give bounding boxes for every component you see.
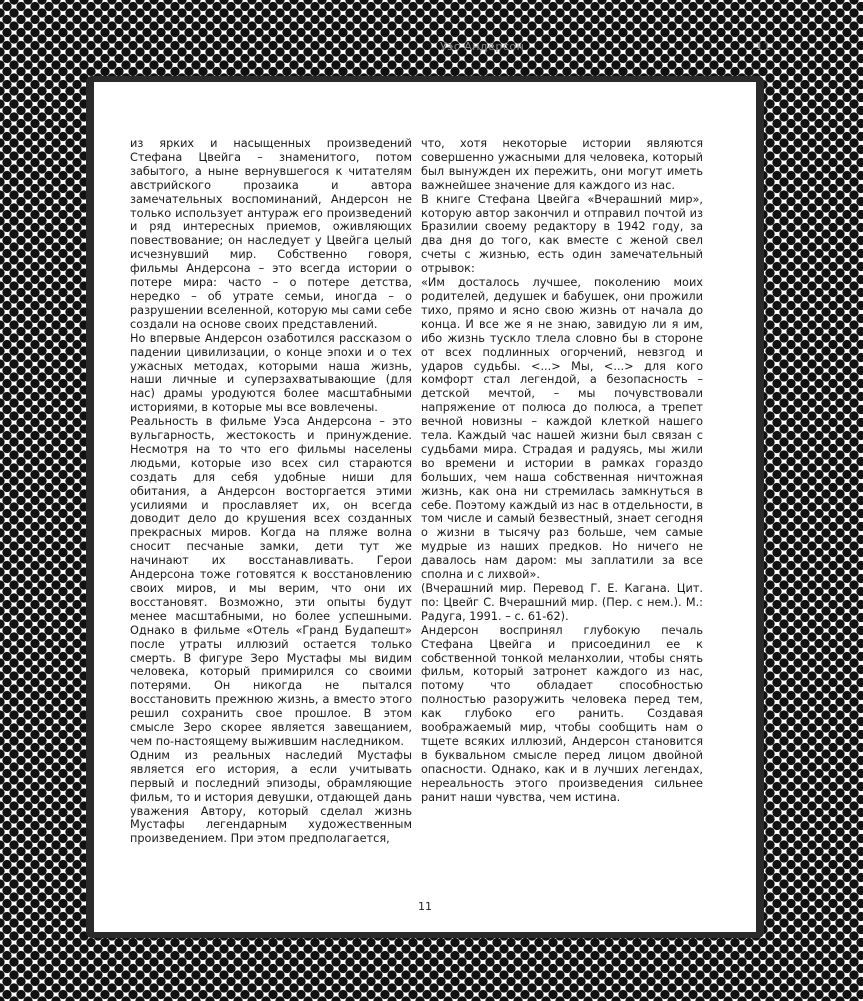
- paragraph: Реальность в фильме Уэса Андерсона – это вульгарность, жестокость и принуждение. Несмотря на то что его фильмы населены людьми, которые изо всех сил стараются создать для себя удобные ниши для обитания, а Андерсон восторгается этими усилиями и прославляет их, он всегда доводит дело до крушения всех созданных прекрасных миров. Когда на пляже волна сносит песчаные замки, дети тут же начинают их восстанавливать. Герои Андерсона тоже готовятся к восстановлению своих миров, и мы верим, что они их восстановят. Возможно, эти опыты будут менее масштабными, но более успешными. Однако в фильме «Отель «Гранд Будапешт» после утраты иллюзий остается только смерть. В фигуре Зеро Мустафы мы видим человека, который примирился со своими потерями. Он никогда не пытался восстановить прежнюю жизнь, а вместо этого решил сохранить свое прошлое. В этом смысле Зеро скорее является завещанием, чем по-настоящему выжившим наследником.: [130, 415, 412, 748]
- running-header: Уэс Андерсон: [440, 40, 525, 53]
- paragraph: что, хотя некоторые истории являются совершенно ужасными для человека, который был вынужден их пережить, они могут иметь важнейшее значение для каждого из нас.: [421, 137, 703, 192]
- header-page-number: 11: [756, 40, 771, 53]
- page: [94, 82, 756, 932]
- paragraph: Одним из реальных наследий Мустафы является его история, а если учитывать первый и последний эпизоды, обрамляющие фильм, то и история девушки, отдающей дань уважения Автору, который сделал жизнь Мустафы легендарным художественным произведением. При этом предполагается,: [130, 748, 412, 846]
- citation: (Вчерашний мир. Перевод Г. Е. Кагана. Цит. по: Цвейг С. Вчерашний мир. (Пер. с нем.). М.: Радуга, 1991. – с. 61-62).: [421, 582, 703, 623]
- paragraph: Андерсон воспринял глубокую печаль Стефана Цвейга и присоединил ее к собственной тонкой меланхолии, чтобы снять фильм, который затронет каждого из нас, потому что обладает способностью полностью разоружить человека перед тем, как глубоко его ранить. Создавая воображаемый мир, чтобы сообщить нам о тщете всяких иллюзий, Андерсон становится в буквальном смысле перед лицом двойной опасности. Однако, как и в лучших легендах, нереальность этого произведения сильнее ранит наши чувства, чем истина.: [421, 623, 703, 804]
- paragraph: В книге Стефана Цвейга «Вчерашний мир», которую автор закончил и отправил почтой из Бразилии своему редактору в 1942 году, за два дня до того, как вместе с женой свел счеты с жизнью, есть один замечательный отрывок:: [421, 192, 703, 276]
- page-number: 11: [418, 900, 432, 913]
- paragraph: из ярких и насыщенных произведений Стефана Цвейга – знаменитого, потом забытого, а ныне вернувшегося к читателям австрийского прозаика и автора замечательных воспоминаний, Андерсон не только использует антураж его произведений и ряд интересных приемов, оживляющих повествование; он наследует у Цвейга целый исчезнувший мир. Собственно говоря, фильмы Андерсона – это всегда истории о потере мира: часто – о потере детства, нередко – об утрате семьи, иногда – о разрушении вселенной, которую мы сами себе создали на основе своих представлений.: [130, 137, 412, 331]
- paragraph: Но впервые Андерсон озаботился рассказом о падении цивилизации, о конце эпохи и о тех ужасных методах, которыми наша жизнь, наши личные и суперзахватывающие (для нас) драмы уродуются более масштабными историями, в которые мы все вовлечены.: [130, 331, 412, 415]
- right-column: [421, 137, 703, 805]
- quote-paragraph: «Им досталось лучшее, поколению моих родителей, дедушек и бабушек, они прожили тихо, прямо и ясно свою жизнь от начала до конца. И все же я не знаю, завидую ли я им, ибо жизнь тускло тлела словно бы в стороне от всех подлинных огорчений, невзгод и ударов судьбы. <...> Мы, <...> для кого комфорт стал легендой, а безопасность – детской мечтой, – мы почувствовали напряжение от полюса до полюса, а трепет вечной новизны – каждой клеткой нашего тела. Каждый час нашей жизни был связан с судьбами мира. Страдая и радуясь, мы жили во времени и истории в рамках гораздо больших, чем наша собственная ничтожная жизнь, как она ни стремилась замкнуться в себе. Поэтому каждый из нас в отдельности, в том числе и самый безвестный, знает сегодня о жизни в тысячу раз больше, чем самые мудрые из наших предков. Но ничего не давалось нам даром: мы заплатили за все сполна и с лихвой».: [421, 276, 703, 582]
- left-column: [130, 137, 412, 846]
